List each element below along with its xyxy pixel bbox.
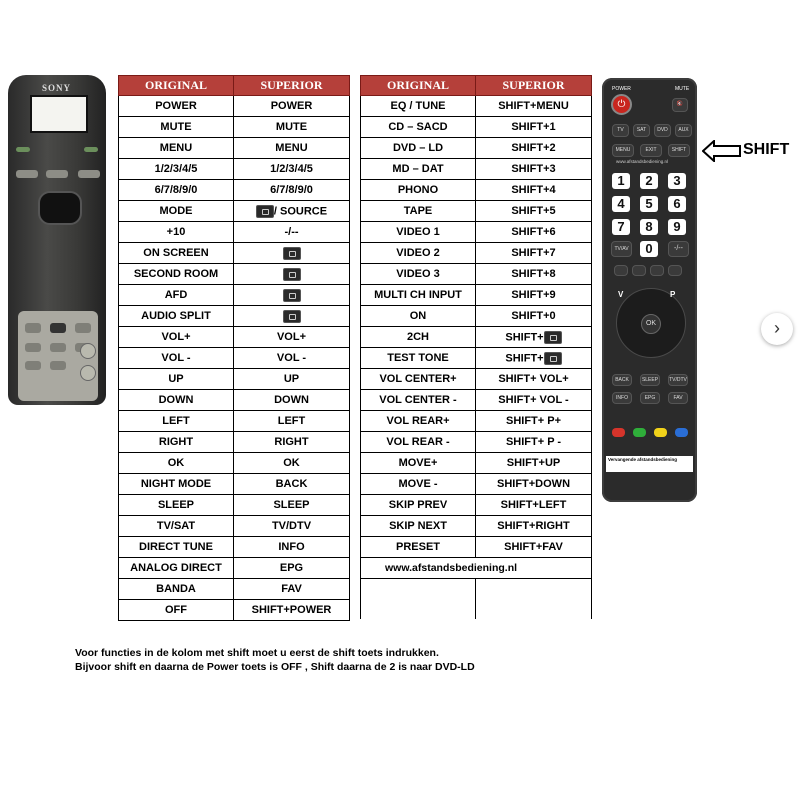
original-cell: LEFT	[119, 411, 234, 432]
superior-cell: OK	[234, 453, 350, 474]
superior-cell: VOL+	[234, 327, 350, 348]
original-cell: BANDA	[119, 579, 234, 600]
superior-cell: SHIFT+ VOL -	[476, 390, 592, 411]
table-row	[361, 201, 592, 222]
sat-key: SAT	[633, 124, 650, 137]
volume-up-button	[80, 343, 96, 359]
teletext-icon	[283, 310, 301, 323]
original-cell: MODE	[119, 201, 234, 222]
superior-cell: 1/2/3/4/5	[234, 159, 350, 180]
tv-key: TV	[612, 124, 629, 137]
original-cell: VIDEO 3	[361, 264, 476, 285]
empty-cell	[476, 579, 592, 600]
website-text: www.afstandsbediening.nl	[361, 558, 592, 579]
table-row	[361, 243, 592, 264]
original-cell: SLEEP	[119, 495, 234, 516]
superior-cell	[234, 285, 350, 306]
original-cell: MENU	[119, 138, 234, 159]
superior-cell: EPG	[234, 558, 350, 579]
superior-cell: SHIFT+9	[476, 285, 592, 306]
num-key-8: 8	[640, 219, 658, 235]
superior-cell: TV/DTV	[234, 516, 350, 537]
original-cell: OK	[119, 453, 234, 474]
original-cell: VOL+	[119, 327, 234, 348]
remote-button	[25, 323, 41, 333]
empty-cell	[361, 599, 476, 619]
superior-cell: SHIFT+0	[476, 306, 592, 327]
original-cell: PHONO	[361, 180, 476, 201]
mapping-table-right	[360, 75, 592, 619]
original-cell: TEST TONE	[361, 348, 476, 369]
original-cell: CD – SACD	[361, 117, 476, 138]
superior-cell: VOL -	[234, 348, 350, 369]
superior-cell: SHIFT+6	[476, 222, 592, 243]
table-row	[361, 159, 592, 180]
table-row	[119, 348, 350, 369]
superior-cell	[234, 306, 350, 327]
table-row	[119, 369, 350, 390]
sleep-key: SLEEP	[640, 374, 660, 386]
superior-cell: RIGHT	[234, 432, 350, 453]
superior-cell: SHIFT+POWER	[234, 600, 350, 621]
subtitle-icon	[544, 352, 562, 365]
table-row	[361, 117, 592, 138]
superior-cell	[234, 243, 350, 264]
superior-cell: SHIFT+4	[476, 180, 592, 201]
remote-brand-strip: www.afstandsbediening.nl	[616, 159, 669, 164]
table-row	[119, 516, 350, 537]
superior-cell: SHIFT+7	[476, 243, 592, 264]
note-line-2: Bijvoor shift en daarna de Power toets is OFF , Shift daarna de 2 is naar DVD-LD	[75, 661, 475, 673]
record-icon	[544, 331, 562, 344]
table-row	[119, 96, 350, 117]
remote-button	[16, 170, 38, 178]
original-cell: VOL CENTER+	[361, 369, 476, 390]
table-row	[119, 285, 350, 306]
table-row	[361, 474, 592, 495]
table-row	[361, 516, 592, 537]
original-cell: PRESET	[361, 537, 476, 558]
superior-cell: SHIFT+1	[476, 117, 592, 138]
back-key: BACK	[612, 374, 632, 386]
table-row	[361, 390, 592, 411]
original-cell: SKIP NEXT	[361, 516, 476, 537]
jog-dial	[38, 191, 82, 225]
table-row	[361, 537, 592, 558]
superior-cell: SHIFT+UP	[476, 453, 592, 474]
info-key: INFO	[612, 392, 632, 404]
superior-cell: SHIFT+ P+	[476, 411, 592, 432]
superior-cell: SHIFT+RIGHT	[476, 516, 592, 537]
table-row	[119, 600, 350, 621]
fav-key: FAV	[668, 392, 688, 404]
superior-cell: MUTE	[234, 117, 350, 138]
original-cell: ANALOG DIRECT	[119, 558, 234, 579]
epg-key: EPG	[640, 392, 660, 404]
original-cell: AUDIO SPLIT	[119, 306, 234, 327]
table-header-row	[119, 76, 350, 96]
shift-annotation: SHIFT	[743, 141, 790, 158]
original-remote-image	[0, 75, 113, 407]
column-header-superior: SUPERIOR	[234, 76, 350, 96]
original-cell: OFF	[119, 600, 234, 621]
prog-caption: P	[670, 290, 676, 299]
original-cell: EQ / TUNE	[361, 96, 476, 117]
table-row	[119, 306, 350, 327]
table-row	[119, 558, 350, 579]
chevron-right-icon[interactable]: ›	[761, 313, 793, 345]
power-caption: POWER	[612, 86, 631, 92]
superior-cell: -/--	[234, 222, 350, 243]
original-cell: SKIP PREV	[361, 495, 476, 516]
superior-cell: SHIFT+LEFT	[476, 495, 592, 516]
superior-cell: 6/7/8/9/0	[234, 180, 350, 201]
table-row	[361, 495, 592, 516]
original-cell: VIDEO 2	[361, 243, 476, 264]
shift-key: SHIFT	[668, 144, 690, 157]
yellow-key	[654, 428, 667, 437]
original-cell: DIRECT TUNE	[119, 537, 234, 558]
superior-cell: SHIFT+MENU	[476, 96, 592, 117]
tvav-key: TV/AV	[611, 241, 632, 257]
remote-footer-label: Vervangende afstandsbediening	[606, 456, 693, 472]
table-row	[119, 432, 350, 453]
superior-cell: BACK	[234, 474, 350, 495]
original-cell: AFD	[119, 285, 234, 306]
num-key-6: 6	[668, 196, 686, 212]
empty-cell	[361, 579, 476, 600]
original-cell: MOVE+	[361, 453, 476, 474]
original-cell: VOL -	[119, 348, 234, 369]
superior-cell: MENU	[234, 138, 350, 159]
original-cell: MULTI CH INPUT	[361, 285, 476, 306]
menu-key: MENU	[612, 144, 634, 157]
superior-cell	[234, 264, 350, 285]
column-header-superior: SUPERIOR	[476, 76, 592, 96]
cell-text: SHIFT+	[505, 330, 544, 343]
original-cell: UP	[119, 369, 234, 390]
table-row	[119, 138, 350, 159]
empty-cell	[476, 599, 592, 619]
num-key-4: 4	[612, 196, 630, 212]
num-key-0: 0	[640, 241, 658, 257]
table-row	[361, 599, 592, 619]
superior-cell: SHIFT+3	[476, 159, 592, 180]
vol-caption: V	[618, 290, 624, 299]
num-key-5: 5	[640, 196, 658, 212]
superior-cell: SHIFT+DOWN	[476, 474, 592, 495]
original-cell: VOL REAR+	[361, 411, 476, 432]
cell-text: SHIFT+	[505, 351, 544, 364]
original-cell: TV/SAT	[119, 516, 234, 537]
table-row	[361, 306, 592, 327]
table-row	[361, 327, 592, 348]
remote-button	[50, 323, 66, 333]
num-key-1: 1	[612, 173, 630, 189]
power-icon: ⏻	[611, 94, 632, 115]
num-key-2: 2	[640, 173, 658, 189]
table-row	[119, 159, 350, 180]
original-cell: NIGHT MODE	[119, 474, 234, 495]
record-icon	[283, 268, 301, 281]
original-cell: TAPE	[361, 201, 476, 222]
num-key-7: 7	[612, 219, 630, 235]
record-icon	[650, 265, 664, 276]
table-row	[361, 453, 592, 474]
superior-cell: DOWN	[234, 390, 350, 411]
superior-remote-image	[602, 78, 697, 502]
original-cell: MD – DAT	[361, 159, 476, 180]
table-row	[119, 180, 350, 201]
column-header-original: ORIGINAL	[361, 76, 476, 96]
original-cell: DOWN	[119, 390, 234, 411]
ok-key: OK	[641, 314, 661, 334]
remote-lcd	[30, 95, 88, 133]
num-key-9: 9	[668, 219, 686, 235]
sony-logo: SONY	[41, 83, 71, 93]
original-cell: VOL CENTER -	[361, 390, 476, 411]
remote-button	[46, 170, 68, 178]
table-row	[119, 327, 350, 348]
exit-key: EXIT	[640, 144, 662, 157]
superior-cell: LEFT	[234, 411, 350, 432]
original-cell: POWER	[119, 96, 234, 117]
column-header-original: ORIGINAL	[119, 76, 234, 96]
table-row	[119, 264, 350, 285]
table-row	[119, 411, 350, 432]
table-row	[361, 264, 592, 285]
note-line-1: Voor functies in de kolom met shift moet u eerst de shift toets indrukken.	[75, 647, 439, 659]
original-cell: +10	[119, 222, 234, 243]
superior-cell: SHIFT+FAV	[476, 537, 592, 558]
table-row	[361, 180, 592, 201]
remote-button	[25, 343, 41, 352]
original-cell: ON SCREEN	[119, 243, 234, 264]
table-row	[361, 96, 592, 117]
remote-button	[16, 147, 30, 152]
remote-button	[50, 343, 66, 352]
remote-button	[78, 170, 100, 178]
original-cell: VIDEO 1	[361, 222, 476, 243]
blue-key	[675, 428, 688, 437]
superior-cell: SHIFT+5	[476, 201, 592, 222]
mapping-table-left	[118, 75, 350, 621]
table-row	[361, 369, 592, 390]
num-key-3: 3	[668, 173, 686, 189]
table-row	[361, 285, 592, 306]
remote-button	[84, 147, 98, 152]
remote-button	[75, 323, 91, 333]
mute-caption: MUTE	[675, 86, 690, 92]
table-row	[119, 453, 350, 474]
table-row	[119, 222, 350, 243]
superior-cell: SHIFT+ P -	[476, 432, 592, 453]
subtitle-icon	[283, 289, 301, 302]
superior-cell: SHIFT+8	[476, 264, 592, 285]
table-row	[361, 432, 592, 453]
original-cell: MUTE	[119, 117, 234, 138]
dash-key: -/--	[668, 241, 689, 257]
table-row	[361, 138, 592, 159]
table-row	[119, 474, 350, 495]
volume-down-button	[80, 365, 96, 381]
screen-icon	[283, 247, 301, 260]
original-cell: MOVE -	[361, 474, 476, 495]
table-row	[119, 201, 350, 222]
cell-text: / SOURCE	[273, 204, 328, 217]
superior-cell: SLEEP	[234, 495, 350, 516]
original-cell: RIGHT	[119, 432, 234, 453]
original-cell: 2CH	[361, 327, 476, 348]
table-row	[361, 348, 592, 369]
original-cell: 6/7/8/9/0	[119, 180, 234, 201]
table-row	[119, 579, 350, 600]
table-row	[361, 558, 592, 579]
source-icon	[614, 265, 628, 276]
screen-icon	[632, 265, 646, 276]
aux-key: AUX	[675, 124, 692, 137]
arrow-left-icon	[702, 140, 742, 162]
mute-icon: 🔇	[672, 98, 688, 112]
remote-button	[25, 361, 41, 370]
table-row	[361, 579, 592, 600]
superior-cell: FAV	[234, 579, 350, 600]
original-cell: DVD – LD	[361, 138, 476, 159]
source-icon	[256, 205, 274, 218]
superior-cell	[476, 348, 592, 369]
table-row	[119, 117, 350, 138]
table-row	[119, 243, 350, 264]
green-key	[633, 428, 646, 437]
superior-cell: POWER	[234, 96, 350, 117]
table-row	[119, 390, 350, 411]
superior-cell: UP	[234, 369, 350, 390]
original-cell: ON	[361, 306, 476, 327]
dvd-key: DVD	[654, 124, 671, 137]
table-header-row	[361, 76, 592, 96]
red-key	[612, 428, 625, 437]
table-row	[361, 222, 592, 243]
superior-cell	[234, 201, 350, 222]
table-row	[361, 411, 592, 432]
table-row	[119, 537, 350, 558]
original-cell: 1/2/3/4/5	[119, 159, 234, 180]
superior-cell: INFO	[234, 537, 350, 558]
superior-cell: SHIFT+ VOL+	[476, 369, 592, 390]
remote-button	[50, 361, 66, 370]
tvdtv-key: TV/DTV	[668, 374, 688, 386]
table-row	[119, 495, 350, 516]
original-cell: VOL REAR -	[361, 432, 476, 453]
subtitle-icon	[668, 265, 682, 276]
superior-cell	[476, 327, 592, 348]
superior-cell: SHIFT+2	[476, 138, 592, 159]
original-cell: SECOND ROOM	[119, 264, 234, 285]
